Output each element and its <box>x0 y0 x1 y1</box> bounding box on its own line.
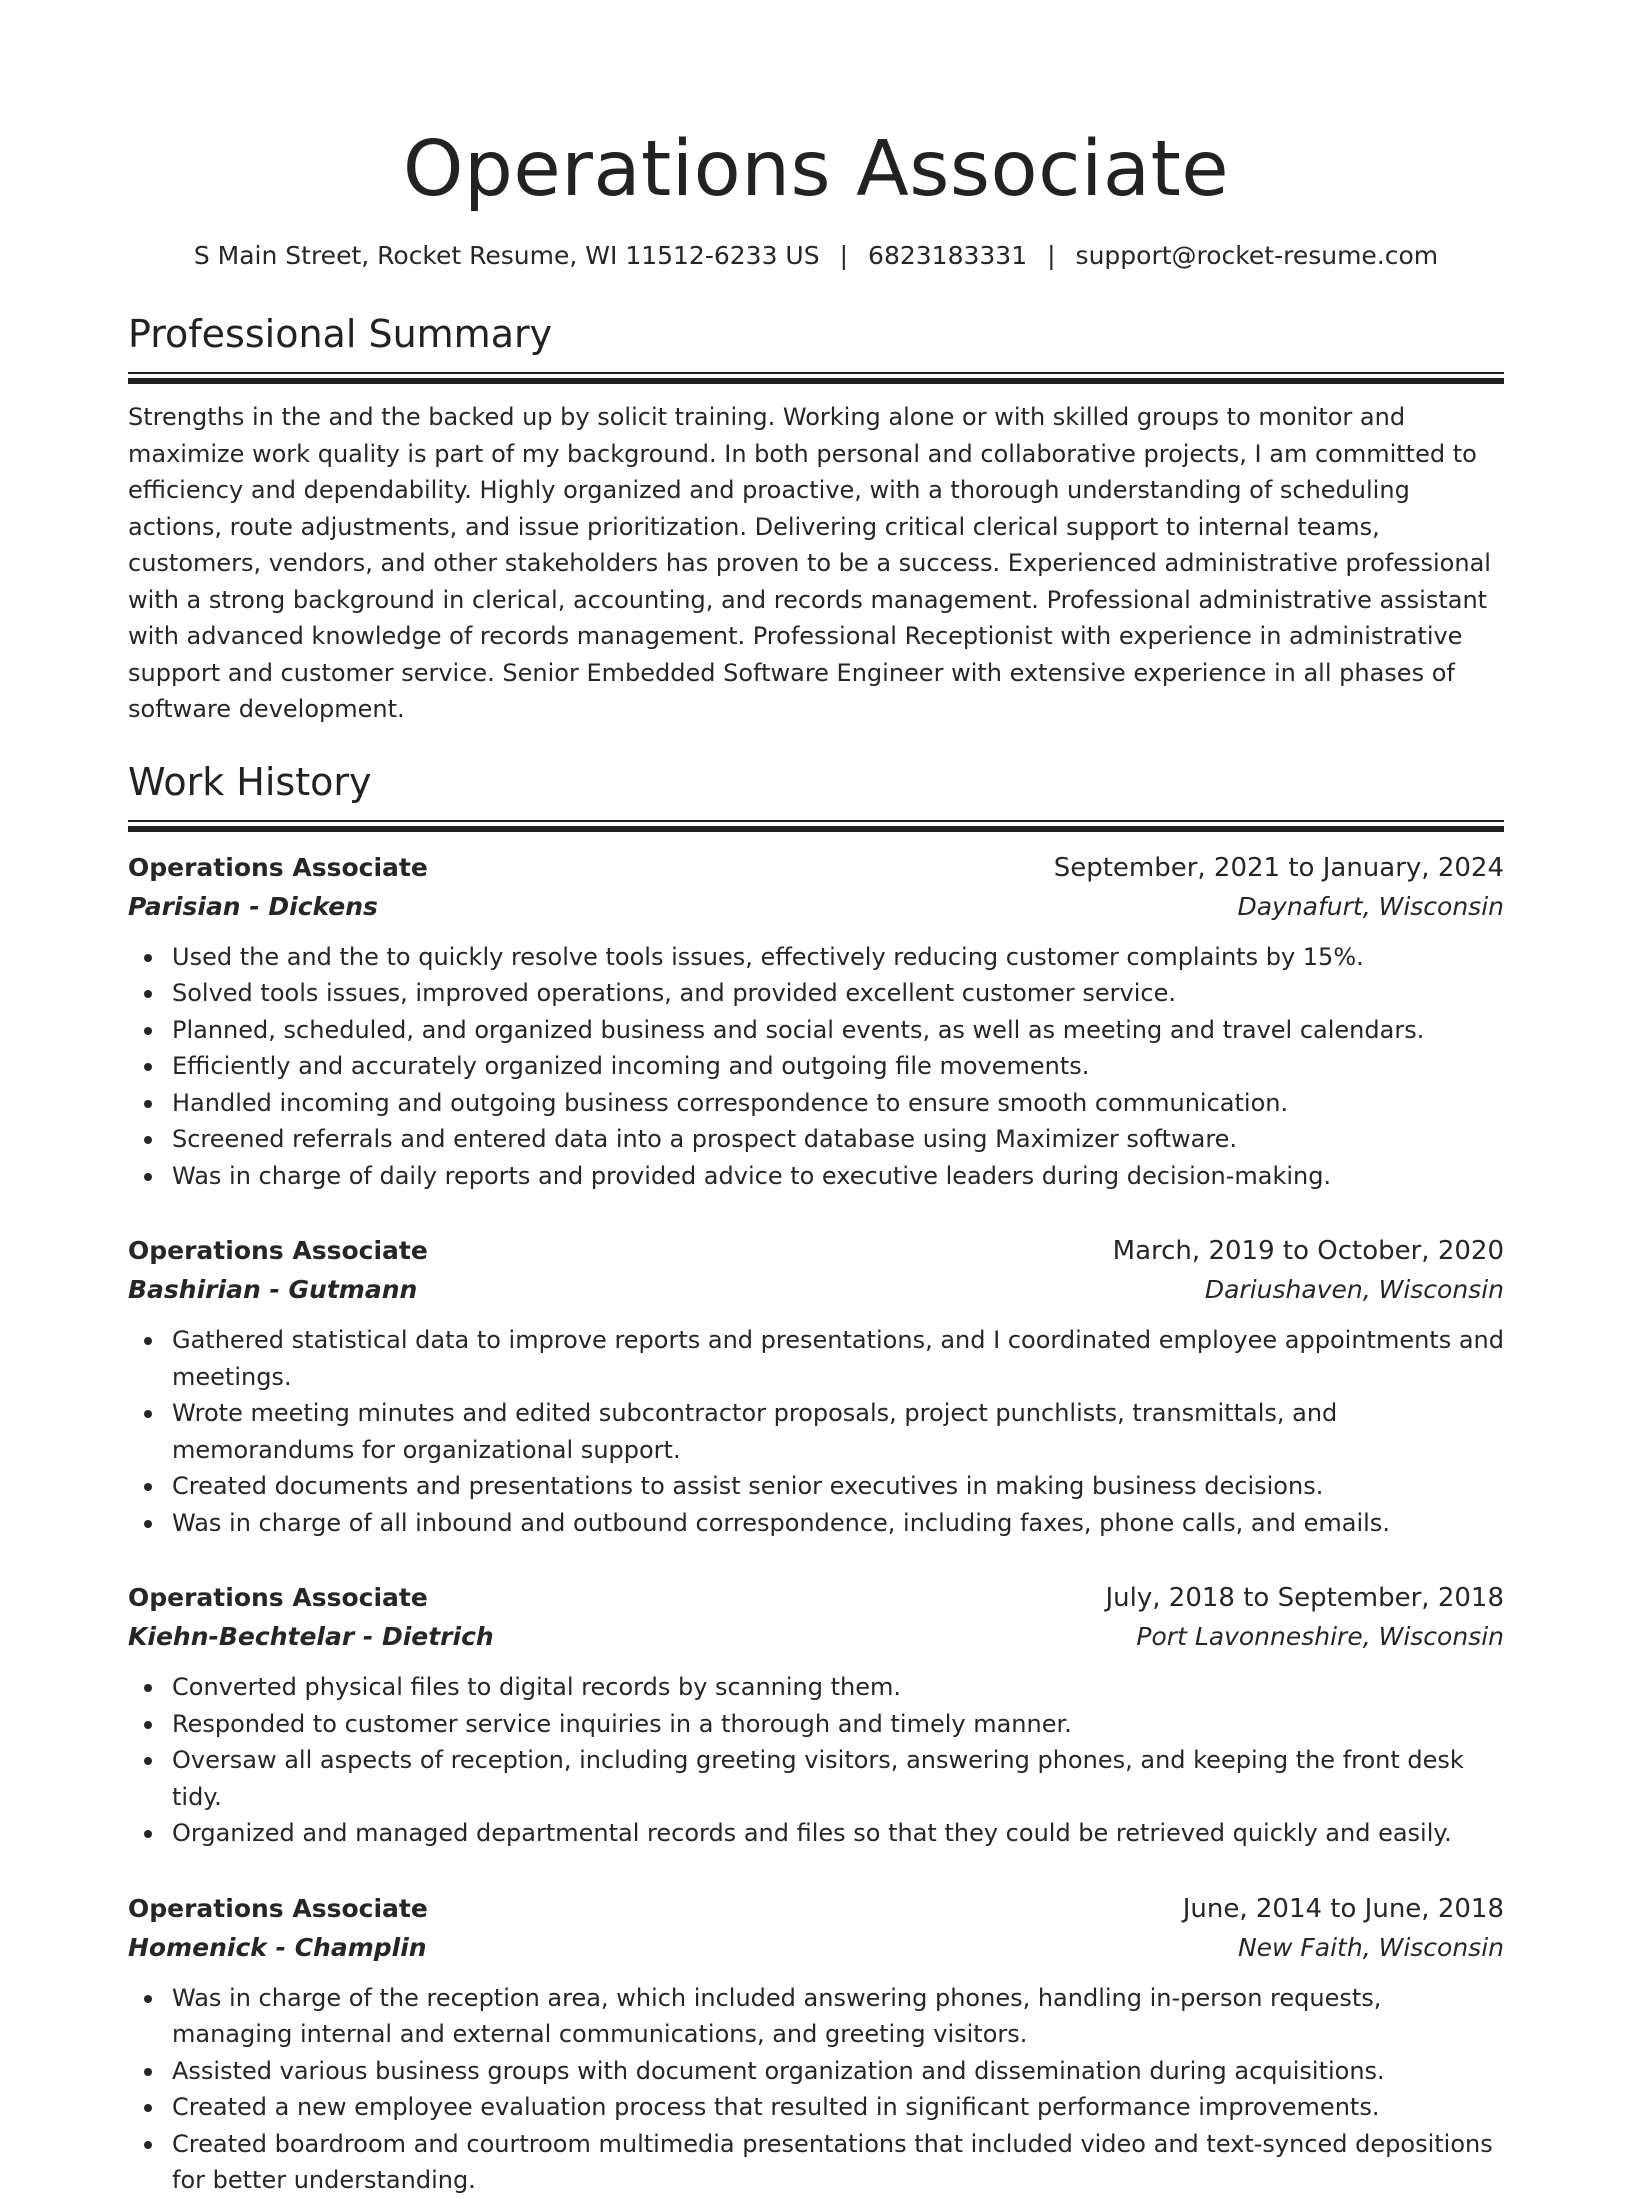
bullet-dot-icon <box>144 1757 152 1765</box>
job-location: Daynafurt, Wisconsin <box>1237 891 1504 921</box>
job-bullet-text: Was in charge of all inbound and outbound correspondence, including faxes, phone calls, and emails. <box>172 1508 1390 1537</box>
job-bullet <box>172 975 1504 1012</box>
job-bullet-text: Wrote meeting minutes and edited subcontractor proposals, project punchlists, transmittals, and memorandums for organizational support. <box>172 1399 1338 1464</box>
job-header-row <box>128 849 1504 887</box>
job-bullet-text: Solved tools issues, improved operations, and provided excellent customer service. <box>172 979 1176 1007</box>
job-dates: March, 2019 to October, 2020 <box>1112 1236 1504 1266</box>
bullet-dot-icon <box>144 990 152 998</box>
job-bullet <box>172 1012 1504 1049</box>
job-company: Bashirian - Gutmann <box>128 1275 418 1304</box>
job-bullet-list <box>128 1322 1504 1541</box>
work-history-section <box>128 758 1504 2199</box>
job-bullet-text: Was in charge of the reception area, which included answering phones, handling in-person requests, managing internal and external communications, and greeting visitors. <box>172 1983 1382 2048</box>
bullet-dot-icon <box>144 1337 152 1345</box>
bullet-dot-icon <box>144 1410 152 1418</box>
job-header-row <box>128 1579 1504 1617</box>
job-title: Operations Associate <box>128 1893 428 1923</box>
job-bullet <box>172 1468 1504 1505</box>
job-location: Port Lavonneshire, Wisconsin <box>1136 1622 1504 1651</box>
job-bullet <box>172 1815 1504 1852</box>
job-dates: July, 2018 to September, 2018 <box>1105 1583 1504 1613</box>
bullet-dot-icon <box>144 1173 152 1181</box>
bullet-dot-icon <box>144 1063 152 1071</box>
job-bullet <box>172 1048 1504 1085</box>
job-location: New Faith, Wisconsin <box>1237 1932 1504 1962</box>
job-header-row <box>128 1232 1504 1270</box>
job-bullet <box>172 1322 1504 1395</box>
job-bullet-text: Created documents and presentations to assist senior executives in making business decisions. <box>172 1472 1324 1500</box>
contact-email: support@rocket-resume.com <box>1075 241 1439 270</box>
job-bullet <box>172 2089 1504 2126</box>
contact-address: S Main Street, Rocket Resume, WI 11512-6233 US <box>193 241 820 270</box>
bullet-dot-icon <box>144 2141 152 2149</box>
bullet-dot-icon <box>144 1100 152 1108</box>
job-company-row <box>128 1928 1504 1968</box>
resume-name: Operations Associate <box>402 125 1230 214</box>
bullet-dot-icon <box>144 954 152 962</box>
job-bullet-text: Efficiently and accurately organized incoming and outgoing file movements. <box>172 1052 1090 1080</box>
job-bullet-list <box>128 939 1504 1195</box>
job-bullet-text: Oversaw all aspects of reception, including greeting visitors, answering phones, and keeping the front desk tidy. <box>172 1746 1464 1811</box>
job-dates: June, 2014 to June, 2018 <box>1182 1893 1504 1924</box>
job-bullet-text: Created a new employee evaluation process that resulted in significant performance improvements. <box>172 2093 1380 2121</box>
contact-line <box>128 238 1504 274</box>
job-header-row <box>128 1890 1504 1928</box>
bullet-dot-icon <box>144 1520 152 1528</box>
job-entry <box>128 1890 1504 2199</box>
job-bullet-text: Used the and the to quickly resolve tools issues, effectively reducing customer complaints by 15%. <box>172 942 1364 971</box>
section-title-work: Work History <box>128 759 372 804</box>
bullet-dot-icon <box>144 2068 152 2076</box>
job-bullet-text: Responded to customer service inquiries in a thorough and timely manner. <box>172 1709 1072 1738</box>
job-entry <box>128 849 1504 1195</box>
job-bullet <box>172 1395 1504 1468</box>
job-company: Parisian - Dickens <box>128 891 378 921</box>
job-bullet <box>172 1505 1504 1542</box>
job-bullet-text: Screened referrals and entered data into a prospect database using Maximizer software. <box>172 1125 1238 1153</box>
job-bullet <box>172 1706 1504 1743</box>
section-divider <box>128 820 1504 831</box>
job-bullet-text: Was in charge of daily reports and provided advice to executive leaders during decision-making. <box>172 1161 1332 1190</box>
job-list <box>128 849 1504 2199</box>
job-title: Operations Associate <box>128 1236 428 1265</box>
job-bullet-text: Planned, scheduled, and organized business and social events, as well as meeting and travel calendars. <box>172 1015 1425 1044</box>
job-title: Operations Associate <box>128 852 428 882</box>
job-entry <box>128 1579 1504 1852</box>
section-title-summary: Professional Summary <box>128 312 553 356</box>
job-title: Operations Associate <box>128 1583 428 1612</box>
job-company: Kiehn-Bechtelar - Dietrich <box>128 1622 494 1651</box>
job-entry <box>128 1232 1504 1541</box>
job-bullet <box>172 939 1504 976</box>
bullet-dot-icon <box>144 1830 152 1838</box>
professional-summary-section <box>128 310 1504 728</box>
job-bullet-list <box>128 1669 1504 1852</box>
job-company-row <box>128 1270 1504 1310</box>
job-bullet-list <box>128 1980 1504 2199</box>
job-bullet <box>172 1121 1504 1158</box>
bullet-dot-icon <box>144 1684 152 1692</box>
bullet-dot-icon <box>144 1483 152 1491</box>
bullet-dot-icon <box>144 1027 152 1035</box>
job-dates: September, 2021 to January, 2024 <box>1053 852 1504 883</box>
resume-page <box>128 120 1504 2199</box>
job-bullet <box>172 2053 1504 2090</box>
job-bullet <box>172 1085 1504 1122</box>
contact-separator: | <box>1047 241 1056 270</box>
job-bullet-text: Gathered statistical data to improve reports and presentations, and I coordinated employee appointments and meetings. <box>172 1326 1504 1391</box>
job-bullet-text: Created boardroom and courtroom multimedia presentations that included video and text-synced depositions for better understanding. <box>172 2129 1493 2194</box>
bullet-dot-icon <box>144 1136 152 1144</box>
job-bullet-text: Converted physical files to digital records by scanning them. <box>172 1673 901 1701</box>
job-bullet-text: Organized and managed departmental records and files so that they could be retrieved quickly and easily. <box>172 1819 1452 1847</box>
job-company: Homenick - Champlin <box>128 1932 427 1962</box>
job-location: Dariushaven, Wisconsin <box>1204 1275 1504 1304</box>
job-bullet <box>172 1669 1504 1706</box>
job-bullet-text: Assisted various business groups with document organization and dissemination during acquisitions. <box>172 2056 1385 2085</box>
bullet-dot-icon <box>144 1995 152 2003</box>
job-company-row <box>128 887 1504 927</box>
job-bullet <box>172 2126 1504 2199</box>
section-divider <box>128 372 1504 383</box>
contact-separator: | <box>839 241 849 270</box>
contact-phone: 6823183331 <box>868 241 1028 270</box>
job-bullet <box>172 1980 1504 2053</box>
summary-text: Strengths in the and the backed up by solicit training. Working alone or with skilled groups to monitor and maximize work quality is part of my background. In both personal and collaborative projects, I am committed to efficiency and dependability. Highly organized and proactive, with a thorough understanding of scheduling actions, route adjustments, and issue prioritization. Delivering critical clerical support to internal teams, customers, vendors, and other stakeholders has proven to be a success. Experienced administrative professional with a strong background in clerical, accounting, and records management. Professional administrative assistant with advanced knowledge of records management. Professional Receptionist with experience in administrative support and customer service. Senior Embedded Software Engineer with extensive experience in all phases of software development. <box>128 403 1491 723</box>
job-bullet <box>172 1158 1504 1195</box>
job-company-row <box>128 1617 1504 1657</box>
bullet-dot-icon <box>144 1721 152 1729</box>
job-bullet <box>172 1742 1504 1815</box>
job-bullet-text: Handled incoming and outgoing business correspondence to ensure smooth communication. <box>172 1088 1289 1117</box>
bullet-dot-icon <box>144 2104 152 2112</box>
